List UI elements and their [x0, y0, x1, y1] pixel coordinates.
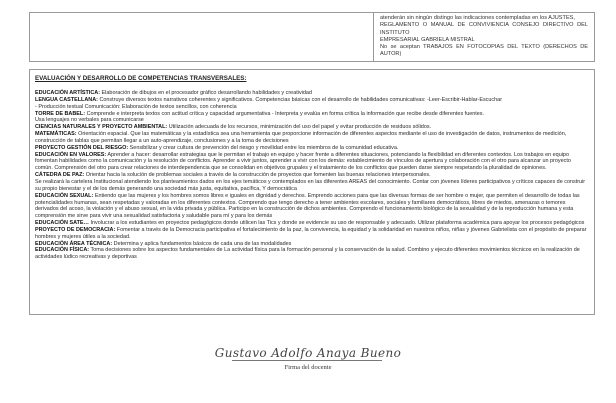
competencia-label: MATEMÁTICAS: [35, 131, 77, 138]
competencia-text: Aprender a hacer: desarrollar estrategias que le permitan el trabajo en equipo y hacer frente a diferentes situaciones, potenciando la flexibilidad en diferentes contextos. Los trabajos en equipo fomentan habilidades como la comunicación y la resolución de conflictos. Aprender a vivir juntos, aprender a vivir con los demás: establecimiento de vínculos de apertura y colaboración con el otro para alcanzar un proyecto común. Comprensión del otro para crear relaciones de interdependencia que se consolidan en objetivos grupales y el tratamiento de los conflictos que pueden darse siempre respetando la pluralidad de opiniones. [35, 151, 571, 172]
competencia-item [35, 220, 589, 227]
top-table-right-cell [374, 13, 594, 61]
competencia-text: Utilización adecuada de los recursos, minimización del uso del papel y evitar producción de residuos sólidos. [167, 124, 432, 131]
competencia-item [35, 90, 589, 97]
competencia-item [35, 227, 589, 241]
competencia-text: Orientar hacia la solución de problemas sociales a través de la construcción de proyectos que fomenten las buenas relaciones interpersonales. [84, 172, 431, 179]
competencia-text: Fomentar a través de la Democracia participativa el fortalecimiento de la paz, la convivencia, la equidad y la solidaridad en nuestros niños, niñas y jóvenes Gabrielista con el propósito de preparar hombres y mujeres útiles a la sociedad. [35, 226, 587, 240]
signature-caption: Firma del docente [284, 364, 332, 371]
competencia-item [35, 104, 589, 111]
competencia-label: EDUCACIÓN EN VALORES: [35, 151, 107, 158]
competencia-text: Elaboración de dibujos en el procesador gráfico desarrollando habilidades y creatividad [100, 90, 312, 96]
signature: Gustavo Adolfo Anaya Bueno [214, 346, 402, 360]
competencias-list [35, 90, 589, 261]
competencia-text: Toma decisiones sobre los aspectos fundamentales de La actividad física para la formación personal y la conservación de la salud. Combino y ejecuto diferentes movimientos técnicos en la realización de actividades lúdico recreativas y deportivas [35, 247, 580, 261]
competencia-label: PROYECTO DE DEMOCRACIA: [35, 226, 116, 233]
competencia-item [35, 97, 589, 104]
competencia-label: PROYECTO GESTIÓN DEL RIESGO: [35, 144, 129, 151]
competencia-text: Construye diversos textos narrativos coherentes y significativos. Competencias básicas con el desarrollo de habilidades comunicativas: -Leer-Escribir-Hablar-Escuchar [97, 96, 503, 103]
top-note-line: REGLAMENTO O MANUAL DE CONVIVIENCIA CONSEJO DIRECTIVO DEL INSTITUTO [380, 22, 588, 36]
competencia-label: TORRE DE BABEL: [35, 110, 86, 117]
competencia-label: CIENCIAS NATURALES Y PROYECTO AMBIENTAL: [35, 124, 168, 131]
top-note-line: atenderán sin ningún distingo las indicaciones contempladas en los AJUSTES, [380, 15, 575, 21]
competencia-text: Orientación espacial. Que las matemáticas y la estadística sea una herramienta que proporcione información de diferentes aspectos mediante el uso de investigación de datos, instrumentos de medición, construcción de tablas que permitan llegar a un auto-aprendizaje, conclusiones y a la toma de decisiones [35, 131, 567, 144]
competencia-text: Se realizará la cartelera Institucional atendiendo los planteamientos dados en los ejes temáticos y contemplados en las diferentes AREAS del conocimiento. Contar con jóvenes líderes participativos y críticos capaces de construir su propio bienestar y el de los demás generando una sociedad más justa, equitativa, pacífica, Y democrática [35, 178, 586, 192]
top-table-fragment [29, 12, 595, 62]
competencia-text: Sensibilizar y crear cultura de prevención del riesgo y movilidad entre los miembros de la comunidad educativa. [128, 144, 399, 151]
competencia-label: EDUCACIÓN SATE… [35, 220, 89, 227]
competencia-item [35, 193, 589, 220]
competencia-item [35, 247, 589, 261]
competencia-text: Entiendo que las mujeres y los hombres somos libres e iguales en dignidad y derechos. Emprendo acciones para que las diversas formas de ser hombre o mujer, que permiten el desarrollo de todas las potencialidades humanas, sean respetadas y valoradas en los diferentes contextos. Comprendo que tengo derecho a tener ambientes escolares, sociales y familiares democráticos, libres de miedos, amenazas o temores derivados del acoso, la violación y el abuso sexual, en la vida privada y pública. Participo en la construcción de dichos ambientes. Comprendo el funcionamiento biológico de la sexualidad y de la reproducción humana y esta comprensión me sirve para vivir una sexualidad satisfactoria y saludable para mí y para los demás [35, 192, 580, 220]
competencia-item [35, 172, 589, 179]
competencia-text: Usa lenguajes no verbales para comunicarse [35, 117, 144, 124]
competencia-item [35, 145, 589, 152]
top-note-line: No se aceptan TRABAJOS EN FOTOCOPIAS DEL TEXTO (DERECHOS DE AUTOR) [380, 44, 588, 58]
competencia-label: EDUCACIÓN SEXUAL: [35, 192, 94, 199]
competencia-label: EDUCACIÓN ÁREA TÉCNICA: [35, 240, 113, 247]
competencia-label: EDUCACIÓN ARTÍSTICA: [35, 90, 101, 96]
top-note-line: EMPRESARIAL GABRIELA MISTRAL [380, 36, 475, 43]
competencia-label: EDUCACIÓN FÍSICA: [35, 247, 90, 254]
competencia-text: Determina y aplica fundamentos básicos de cada una de las modalidades [112, 240, 292, 247]
competencia-text: Involucrar a los estudiantes en proyectos pedagógicos donde utilicen las Tics y donde se evidencie su uso de responsable y adecuado. Utilizar plataforma académica para apoyar los procesos pedagógicos [88, 220, 585, 227]
competencia-text: Comprende e interpreta textos con actitud crítica y capacidad argumentativa - Interpreta y evalúa en forma crítica la información que recibe desde diferentes fuentes. [85, 110, 485, 117]
competencia-item [35, 111, 589, 118]
competencia-item [35, 179, 589, 193]
competencia-item [35, 117, 589, 124]
competencia-label: LENGUA CASTELLANA: [35, 96, 98, 103]
competencias-section [29, 69, 595, 315]
competencia-label: CÁTEDRA DE PAZ: [35, 172, 85, 179]
signature-line [232, 360, 382, 361]
section-title: EVALUACIÓN Y DESARROLLO DE COMPETENCIAS TRANSVERSALES: [35, 75, 247, 82]
top-table-left-cell [30, 13, 374, 61]
competencia-item [35, 131, 589, 145]
competencia-text: - Producción textual Comunicación: Elaboración de textos sencillos, con coherencia [35, 103, 237, 110]
competencia-item [35, 152, 589, 173]
